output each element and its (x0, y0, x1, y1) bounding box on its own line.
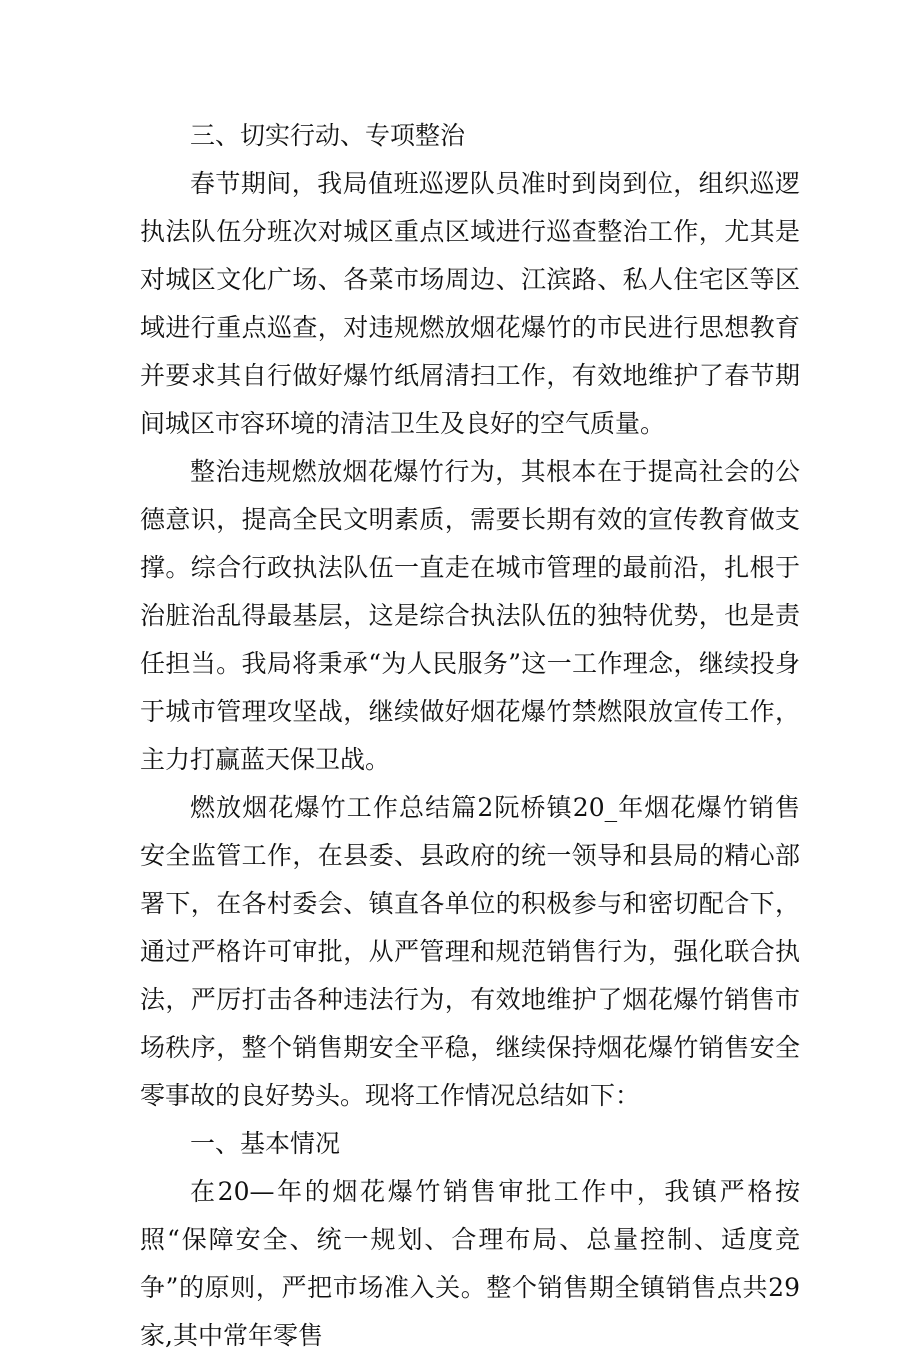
document-body (140, 112, 800, 1360)
paragraph-rectification: 整治违规燃放烟花爆竹行为，其根本在于提高社会的公德意识，提高全民文明素质，需要长期有效的宣传教育做支撑。综合行政执法队伍一直走在城市管理的最前沿，扎根于治脏治乱得最基层，这是综合执法队伍的独特优势，也是责任担当。我局将秉承“为人民服务”这一工作理念，继续投身于城市管理攻坚战，继续做好烟花爆竹禁燃限放宣传工作，主力打赢蓝天保卫战。 (140, 457, 800, 774)
paragraph-summary-intro: 燃放烟花爆竹工作总结篇2阮桥镇20_年烟花爆竹销售安全监管工作，在县委、县政府的统一领导和县局的精心部署下，在各村委会、镇直各单位的积极参与和密切配合下，通过严格许可审批，从严管理和规范销售行为，强化联合执法，严厉打击各种违法行为，有效地维护了烟花爆竹销售市场秩序，整个销售期安全平稳，继续保持烟花爆竹销售安全零事故的良好势头。现将工作情况总结如下： (140, 793, 800, 1110)
paragraph-spring-festival-patrol: 春节期间，我局值班巡逻队员准时到岗到位，组织巡逻执法队伍分班次对城区重点区域进行巡查整治工作，尤其是对城区文化广场、各菜市场周边、江滨路、私人住宅区等区域进行重点巡查，对违规燃放烟花爆竹的市民进行思想教育并要求其自行做好爆竹纸屑清扫工作，有效地维护了春节期间城区市容环境的清洁卫生及良好的空气质量。 (140, 169, 800, 438)
section-heading-1: 一、基本情况 (190, 1129, 341, 1158)
section-heading-3: 三、切实行动、专项整治 (190, 121, 466, 150)
paragraph-basic-situation: 在20—年的烟花爆竹销售审批工作中，我镇严格按照“保障安全、统一规划、合理布局、总量控制、适度竞争”的原则，严把市场准入关。整个销售期全镇销售点共29家,其中常年零售 (140, 1177, 800, 1350)
